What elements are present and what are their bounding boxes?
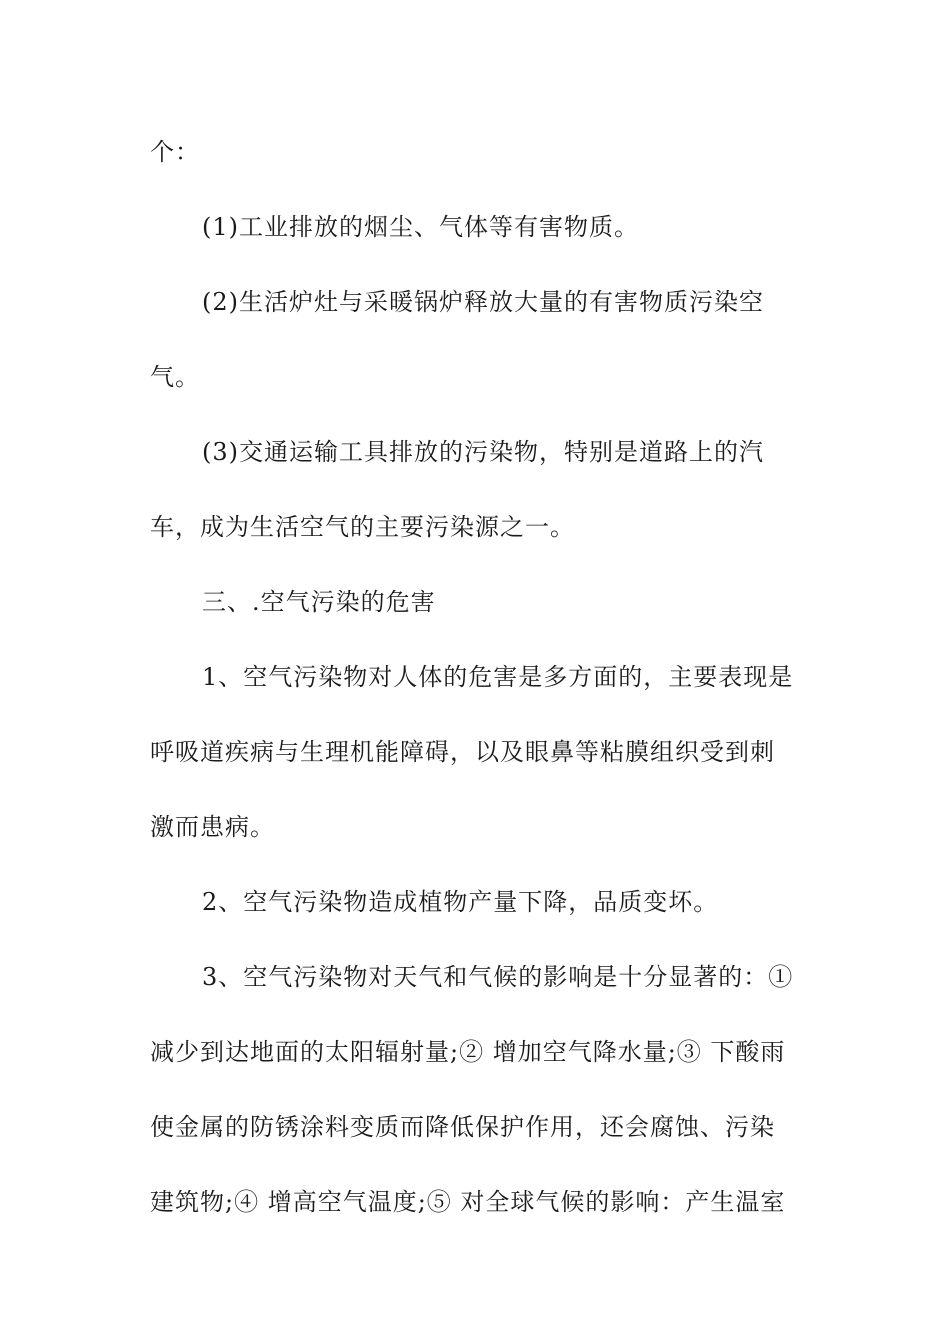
paragraph-3: 3、空气污染物对天气和气候的影响是十分显著的：① (202, 963, 794, 991)
paragraph-3-line-3: 使金属的防锈涂料变质而降低保护作用，还会腐蚀、污染 (150, 1113, 775, 1141)
paragraph-1-line-3: 激而患病。 (150, 813, 275, 841)
list-item-2-continuation: 气。 (150, 363, 200, 391)
paragraph-3-line-4: 建筑物;④ 增高空气温度;⑤ 对全球气候的影响：产生温室 (150, 1188, 786, 1216)
section-heading: 三、.空气污染的危害 (202, 588, 436, 616)
paragraph-1: 1、空气污染物对人体的危害是多方面的，主要表现是 (202, 663, 794, 691)
text-line-continuation: 个： (150, 138, 200, 166)
list-item-2: (2)生活炉灶与采暖锅炉释放大量的有害物质污染空 (202, 288, 764, 316)
paragraph-3-line-2: 减少到达地面的太阳辐射量;② 增加空气降水量;③ 下酸雨 (150, 1038, 786, 1066)
list-item-3-continuation: 车，成为生活空气的主要污染源之一。 (150, 513, 575, 541)
list-item-1: (1)工业排放的烟尘、气体等有害物质。 (202, 213, 639, 241)
paragraph-1-line-2: 呼吸道疾病与生理机能障碍，以及眼鼻等粘膜组织受到刺 (150, 738, 775, 766)
paragraph-2: 2、空气污染物造成植物产量下降，品质变坏。 (202, 888, 719, 916)
list-item-3: (3)交通运输工具排放的污染物，特别是道路上的汽 (202, 438, 764, 466)
